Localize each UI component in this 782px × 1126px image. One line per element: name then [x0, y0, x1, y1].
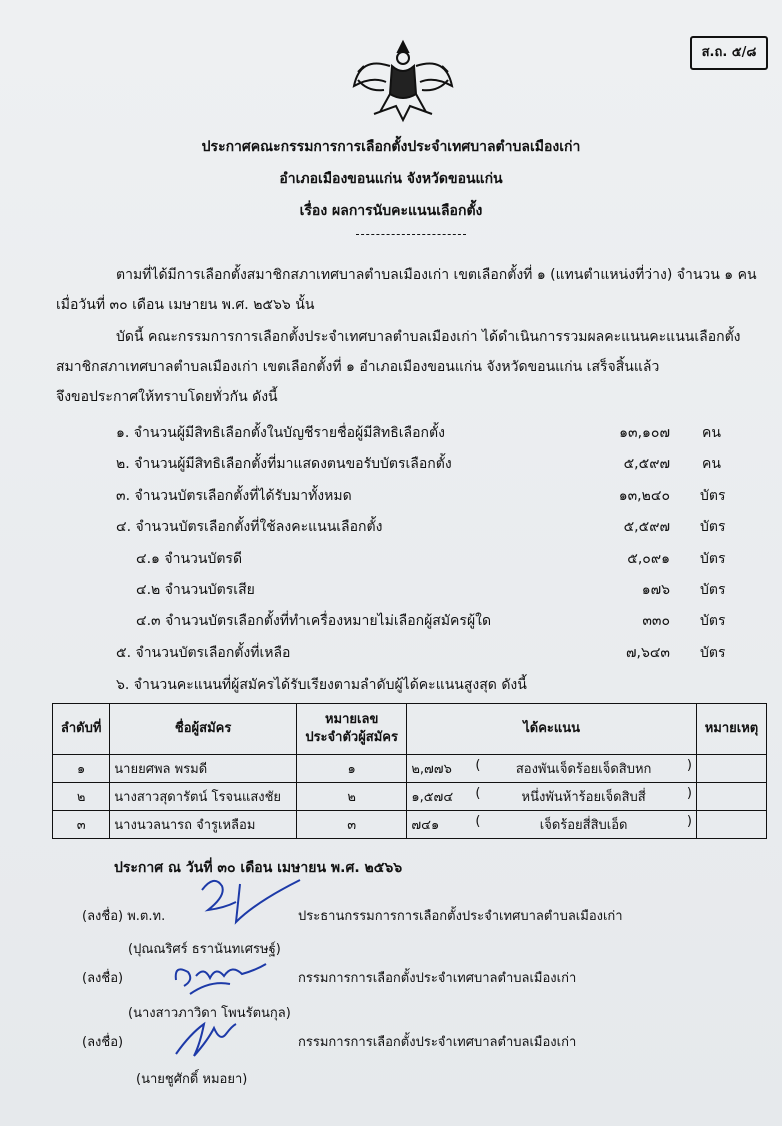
row-score-words: หนึ่งพันห้าร้อยเจ็ดสิบสี่	[521, 790, 646, 805]
stat-value: ๕,๕๙๗	[623, 519, 670, 535]
stat-value: ๕,๐๙๑	[627, 551, 670, 567]
handwritten-signature-icon	[170, 1014, 240, 1062]
header-divider	[356, 234, 466, 235]
close-paren: )	[686, 786, 692, 801]
table-row	[53, 811, 767, 839]
results-table	[52, 703, 767, 839]
intro-p2-line2: สมาชิกสภาเทศบาลตำบลเมืองเก่า เขตเลือกตั้งที่ ๑ อำเภอเมืองขอนแก่น จังหวัดขอนแก่น เสร็จสิ้นแล้ว	[56, 359, 660, 375]
header-note: หมายเหตุ	[696, 704, 766, 755]
header-score: ได้คะแนน	[407, 704, 697, 755]
stat-value: ๑๓,๒๔๐	[618, 488, 670, 504]
ranking-caption: ๖. จำนวนคะแนนที่ผู้สมัครได้รับเรียงตามลำดับผู้ได้คะแนนสูงสุด ดังนี้	[116, 677, 527, 693]
stat-label: ๔.๒ จำนวนบัตรเสีย	[136, 582, 255, 598]
row-candidate-number: ๒	[297, 783, 407, 811]
header-number-line2: ประจำตัวผู้สมัคร	[305, 730, 398, 745]
row-score-words: สองพันเจ็ดร้อยเจ็ดสิบหก	[515, 762, 652, 777]
row-rank: ๓	[53, 811, 110, 839]
garuda-emblem-icon	[350, 36, 456, 124]
stat-label: ๔. จำนวนบัตรเลือกตั้งที่ใช้ลงคะแนนเลือกตั้ง	[116, 519, 383, 535]
handwritten-signature-icon	[170, 950, 270, 998]
header-name: ชื่อผู้สมัคร	[110, 704, 297, 755]
stat-label: ๕. จำนวนบัตรเลือกตั้งที่เหลือ	[116, 645, 291, 661]
row-candidate-name: นางนวลนารถ จำรูเหลือม	[110, 811, 297, 839]
header-rank: ลำดับที่	[53, 704, 110, 755]
signature-position: ประธานกรรมการการเลือกตั้งประจำเทศบาลตำบลเมืองเก่า	[298, 909, 623, 924]
stat-unit: บัตร	[700, 613, 726, 629]
signature-position: กรรมการการเลือกตั้งประจำเทศบาลตำบลเมืองเก่า	[298, 1035, 577, 1050]
form-code-box: ส.ถ. ๕/๘	[690, 36, 768, 70]
row-score-number: ๒,๗๗๖	[411, 762, 452, 777]
signature-prefix: (ลงชื่อ)	[82, 971, 124, 986]
signature-prefix: (ลงชื่อ)	[82, 1035, 124, 1050]
table-row	[53, 783, 767, 811]
stat-unit: บัตร	[700, 582, 726, 598]
table-header-row	[53, 704, 767, 755]
stat-label: ๓. จำนวนบัตรเลือกตั้งที่ได้รับมาทั้งหมด	[116, 488, 352, 504]
row-rank: ๒	[53, 783, 110, 811]
row-note	[696, 811, 766, 839]
intro-p2-line1: บัดนี้ คณะกรรมการการเลือกตั้งประจำเทศบาลตำบลเมืองเก่า ได้ดำเนินการรวมผลคะแนนคะแนนเลือกตั้ง	[116, 329, 741, 345]
signature-name: (ปุณณริศร์ ธรานันทเศรษฐ์)	[128, 942, 281, 957]
row-score	[407, 783, 697, 811]
stat-label: ๔.๓ จำนวนบัตรเลือกตั้งที่ทำเครื่องหมายไม่เลือกผู้สมัครผู้ใด	[136, 613, 492, 629]
row-rank: ๑	[53, 755, 110, 783]
stat-label: ๒. จำนวนผู้มีสิทธิเลือกตั้งที่มาแสดงตนขอรับบัตรเลือกตั้ง	[116, 456, 452, 472]
announce-date: ประกาศ ณ วันที่ ๓๐ เดือน เมษายน พ.ศ. ๒๕๖๖	[114, 860, 403, 876]
header-line-1: ประกาศคณะกรรมการการเลือกตั้งประจำเทศบาลตำบลเมืองเก่า	[201, 139, 581, 155]
row-score	[407, 811, 697, 839]
row-score	[407, 755, 697, 783]
stat-value: ๗,๖๔๓	[625, 645, 670, 661]
stat-value: ๓๓๐	[642, 613, 670, 629]
stat-unit: บัตร	[700, 488, 726, 504]
open-paren: (	[475, 814, 481, 829]
stat-unit: บัตร	[700, 551, 726, 567]
open-paren: (	[475, 786, 481, 801]
row-candidate-name: นางสาวสุดารัตน์ โรจนแสงชัย	[110, 783, 297, 811]
close-paren: )	[686, 814, 692, 829]
table-row	[53, 755, 767, 783]
header-line-3: เรื่อง ผลการนับคะแนนเลือกตั้ง	[299, 203, 483, 219]
signature-name: (นางสาวภาวิดา โพนรัตนกุล)	[128, 1006, 291, 1021]
row-score-words: เจ็ดร้อยสี่สิบเอ็ด	[539, 818, 628, 833]
open-paren: (	[475, 758, 481, 773]
header-number-line1: หมายเลข	[324, 712, 379, 727]
stat-value: ๑๗๖	[641, 582, 670, 598]
stat-unit: บัตร	[700, 519, 726, 535]
stat-label: ๔.๑ จำนวนบัตรดี	[136, 551, 243, 567]
row-score-number: ๑,๕๗๔	[411, 790, 454, 805]
row-candidate-number: ๓	[297, 811, 407, 839]
header-number	[297, 704, 407, 755]
signature-position: กรรมการการเลือกตั้งประจำเทศบาลตำบลเมืองเก่า	[298, 971, 577, 986]
signature-name: (นายชูศักดิ์ หมอยา)	[136, 1072, 248, 1087]
intro-p2-line3: จึงขอประกาศให้ทราบโดยทั่วกัน ดังนี้	[56, 389, 278, 405]
intro-p1-line2: เมื่อวันที่ ๓๐ เดือน เมษายน พ.ศ. ๒๕๖๖ นั้น	[56, 297, 315, 313]
row-score-number: ๗๔๑	[411, 818, 440, 833]
stat-label: ๑. จำนวนผู้มีสิทธิเลือกตั้งในบัญชีรายชื่อผู้มีสิทธิเลือกตั้ง	[116, 425, 445, 441]
stat-unit: คน	[702, 456, 721, 472]
stat-unit: บัตร	[700, 645, 726, 661]
row-candidate-number: ๑	[297, 755, 407, 783]
stat-unit: คน	[702, 425, 721, 441]
handwritten-signature-icon	[196, 872, 306, 928]
intro-p1-line1: ตามที่ได้มีการเลือกตั้งสมาชิกสภาเทศบาลตำบลเมืองเก่า เขตเลือกตั้งที่ ๑ (แทนตำแหน่งที่ว่าง) จำนวน ๑ คน	[116, 267, 757, 283]
stat-value: ๑๓,๑๐๗	[619, 425, 670, 441]
row-candidate-name: นายยศพล พรมดี	[110, 755, 297, 783]
close-paren: )	[686, 758, 692, 773]
row-note	[696, 755, 766, 783]
row-note	[696, 783, 766, 811]
header-line-2: อำเภอเมืองขอนแก่น จังหวัดขอนแก่น	[279, 171, 503, 187]
signature-prefix: (ลงชื่อ) พ.ต.ท.	[82, 909, 166, 924]
stat-value: ๕,๕๙๗	[623, 456, 670, 472]
